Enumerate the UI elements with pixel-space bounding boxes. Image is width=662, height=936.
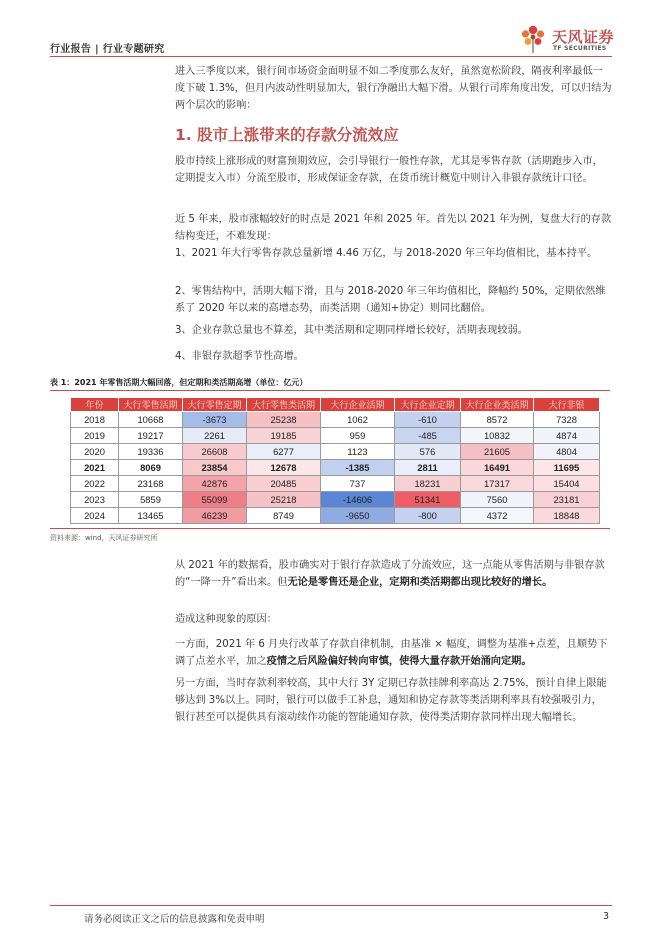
table-source: 资料来源：wind，天风证券研究所 xyxy=(50,534,158,542)
year-cell: 2023 xyxy=(71,492,119,508)
brand-logo xyxy=(518,22,628,58)
table-header-row xyxy=(71,398,600,412)
value-cell: 7328 xyxy=(534,412,600,428)
value-cell: 12678 xyxy=(247,460,321,476)
page-number: 3 xyxy=(602,911,609,922)
value-cell: 576 xyxy=(395,444,461,460)
analysis-paragraph-4: 另一方面，当时存款利率较高，其中大行 3Y 定期已存款挂牌利率高达 2.75%，预计自律上限能够达到 3%以上。同时，银行可以做手工补息，通知和协定存款等类活期利率具有较强吸引力，银行甚至可以提供具有滚动续作功能的智能通知存款，使得类活期存款同样出现大幅增长。 xyxy=(175,678,607,723)
report-category: 行业报告 | 行业专题研究 xyxy=(50,44,165,55)
intro-paragraph: 进入三季度以来，银行间市场资金面明显不如二季度那么友好，虽然宽松阶段，隔夜利率最低一度下破 1.3%，但月内波动性明显加大，银行净融出大幅下滑。从银行司库角度出发，可以归结为两个层次的影响： xyxy=(175,66,612,111)
body-paragraph-5: 3、企业存款总量也不算差，其中类活期和定期同样增长较好，活期表现较弱。 xyxy=(175,325,528,336)
body-paragraph-3: 1、2021 年大行零售存款总量新增 4.46 万亿，与 2018-2020 年三年均值相比，基本持平。 xyxy=(175,248,598,259)
body-paragraph-2: 近 5 年来，股市涨幅较好的时点是 2021 年和 2025 年。首先以 2021 年为例，复盘大行的存款结构变迁，不难发现： xyxy=(175,214,612,242)
table-row xyxy=(71,428,600,444)
header-divider xyxy=(50,56,612,57)
analysis-paragraph-3-emphasis: 疫情之后风险偏好转向审慎，使得大量存款开始涌向定期。 xyxy=(266,656,532,667)
year-cell: 2020 xyxy=(71,444,119,460)
value-cell: 4372 xyxy=(461,508,534,524)
value-cell: 15404 xyxy=(534,476,600,492)
body-paragraph-6: 4、非银存款超季节性高增。 xyxy=(175,351,304,362)
value-cell: -3673 xyxy=(183,412,247,428)
value-cell: 1123 xyxy=(321,444,395,460)
analysis-paragraph-1-emphasis: 无论是零售还是企业，定期和类活期都出现比较好的增长。 xyxy=(287,577,553,588)
table-row xyxy=(71,492,600,508)
value-cell: 46239 xyxy=(183,508,247,524)
value-cell: 737 xyxy=(321,476,395,492)
table-row xyxy=(71,412,600,428)
brand-name-cn: 天风证券 xyxy=(552,28,615,46)
column-header: 大行零售定期 xyxy=(183,398,247,412)
column-header: 大行企业类活期 xyxy=(461,398,534,412)
value-cell: 5859 xyxy=(119,492,183,508)
analysis-paragraph-1-text: 从 2021 年的数据看，股市确实对于银行存款造成了分流效应，这一点能从零售活期与非银存款的“一降一升”看出来。但 xyxy=(175,560,605,588)
value-cell: -1385 xyxy=(321,460,395,476)
value-cell: 10668 xyxy=(119,412,183,428)
column-header: 大行企业定期 xyxy=(395,398,461,412)
year-cell: 2024 xyxy=(71,508,119,524)
body-paragraph-4: 2、零售结构中，活期大幅下滑，且与 2018-2020 年三年均值相比，降幅约 50%，定期依然维系了 2020 年以来的高增态势，而类活期（通知+协定）则同比翻倍。 xyxy=(175,286,606,314)
value-cell: 23181 xyxy=(534,492,600,508)
value-cell: -610 xyxy=(395,412,461,428)
tf-flower-logo-icon xyxy=(518,22,548,54)
value-cell: -800 xyxy=(395,508,461,524)
value-cell: 55099 xyxy=(183,492,247,508)
year-cell: 2018 xyxy=(71,412,119,428)
value-cell: 26608 xyxy=(183,444,247,460)
value-cell: 42876 xyxy=(183,476,247,492)
body-paragraph-1: 股市持续上涨形成的财富预期效应，会引导银行一般性存款，尤其是零售存款（活期跑步入市，定期提支入市）分流至股市，形成保证金存款，在货币统计概览中则计入非银存款统计口径。 xyxy=(175,156,603,184)
analysis-paragraph-3 xyxy=(175,636,612,670)
year-cell: 2019 xyxy=(71,428,119,444)
column-header: 大行非银 xyxy=(534,398,600,412)
value-cell: 23854 xyxy=(183,460,247,476)
value-cell: -485 xyxy=(395,428,461,444)
value-cell: -14606 xyxy=(321,492,395,508)
table-row xyxy=(71,508,600,524)
value-cell: 8572 xyxy=(461,412,534,428)
value-cell: 18231 xyxy=(395,476,461,492)
value-cell: 4804 xyxy=(534,444,600,460)
value-cell: 17317 xyxy=(461,476,534,492)
value-cell: 21605 xyxy=(461,444,534,460)
value-cell: 25238 xyxy=(247,412,321,428)
value-cell: 18848 xyxy=(534,508,600,524)
table-row xyxy=(71,460,600,476)
footer-divider xyxy=(50,905,612,906)
table-caption: 表 1：2021 年零售活期大幅回落，但定期和类活期高增（单位：亿元） xyxy=(50,378,308,387)
table-row xyxy=(71,476,600,492)
value-cell: 6277 xyxy=(247,444,321,460)
value-cell: 2811 xyxy=(395,460,461,476)
value-cell: 16491 xyxy=(461,460,534,476)
footer-disclaimer: 请务必阅读正文之后的信息披露和免责申明 xyxy=(84,914,265,925)
value-cell: 51341 xyxy=(395,492,461,508)
section-title: 股市上涨带来的存款分流效应 xyxy=(197,126,399,144)
value-cell: 8749 xyxy=(247,508,321,524)
year-cell: 2021 xyxy=(71,460,119,476)
analysis-paragraph-3-text: 一方面，2021 年 6 月央行改革了存款自律机制，由基准 × 幅度，调整为基准+点差，且顺势下调了点差水平，加之 xyxy=(175,639,608,667)
value-cell: 2261 xyxy=(183,428,247,444)
value-cell: 25218 xyxy=(247,492,321,508)
value-cell: 959 xyxy=(321,428,395,444)
value-cell: 19217 xyxy=(119,428,183,444)
analysis-paragraph-1 xyxy=(175,557,612,591)
value-cell: 23168 xyxy=(119,476,183,492)
value-cell: 19336 xyxy=(119,444,183,460)
analysis-paragraph-2: 造成这种现象的原因： xyxy=(175,614,277,625)
value-cell: 8069 xyxy=(119,460,183,476)
section-number: 1. xyxy=(175,126,192,144)
value-cell: 7560 xyxy=(461,492,534,508)
section-heading xyxy=(175,123,399,145)
year-cell: 2022 xyxy=(71,476,119,492)
column-header: 大行企业活期 xyxy=(321,398,395,412)
column-header: 年份 xyxy=(71,398,119,412)
column-header: 大行零售类活期 xyxy=(247,398,321,412)
table-bottom-rule xyxy=(50,528,610,529)
brand-name-en: TF SECURITIES xyxy=(553,45,607,52)
value-cell: 4874 xyxy=(534,428,600,444)
table-top-rule xyxy=(50,390,610,391)
table-row xyxy=(71,444,600,460)
value-cell: 11695 xyxy=(534,460,600,476)
value-cell: 19185 xyxy=(247,428,321,444)
value-cell: 10832 xyxy=(461,428,534,444)
deposit-structure-table xyxy=(70,397,600,524)
value-cell: 20485 xyxy=(247,476,321,492)
column-header: 大行零售活期 xyxy=(119,398,183,412)
value-cell: 13465 xyxy=(119,508,183,524)
value-cell: 1062 xyxy=(321,412,395,428)
value-cell: -9650 xyxy=(321,508,395,524)
